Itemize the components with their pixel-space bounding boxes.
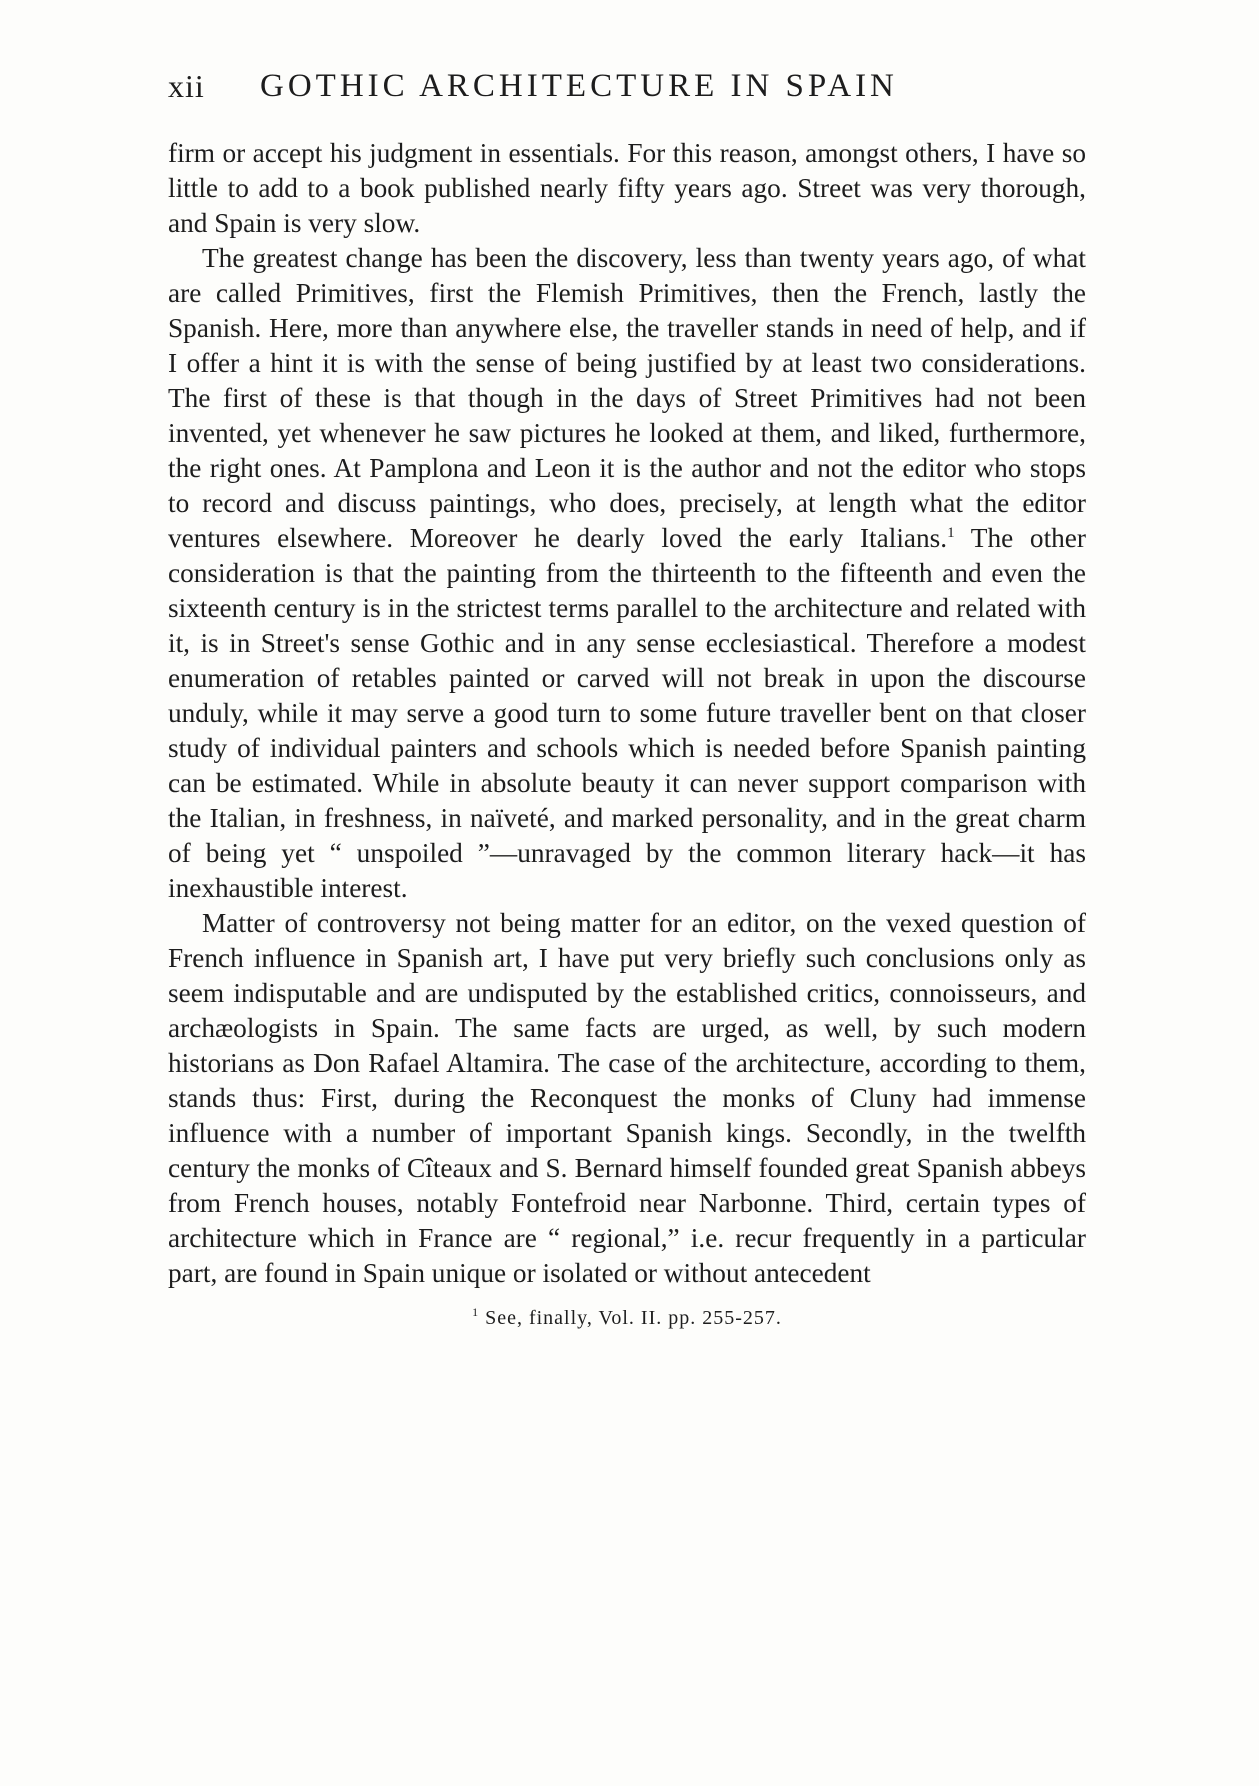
paragraph-2-part-2: The other consideration is that the painting from the thirteenth to the fifteenth and even the sixteenth century is in the strictest terms parallel to the architecture and related with it, is in Street's sense Gothic and in any sense ecclesiastical. Therefore a modest enumeration of retables painted or carved will not break in upon the discourse unduly, while it may serve a good turn to some future traveller bent on that closer study of individual painters and schools which is needed before Spanish painting can be estimated. While in absolute beauty it can never support comparison with the Italian, in freshness, in naïveté, and marked personality, and in the great charm of being yet “ unspoiled ”—unravaged by the common literary hack—it has inexhaustible interest.	[168, 523, 1087, 903]
running-title: GOTHIC ARCHITECTURE IN SPAIN	[260, 68, 898, 104]
running-head	[168, 62, 1086, 122]
footnote-reference: 1	[947, 524, 955, 541]
paragraph-2-part-1: The greatest change has been the discovery, less than twenty years ago, of what are called Primitives, first the Flemish Primitives, then the French, lastly the Spanish. Here, more than anywhere else, the traveller stands in need of help, and if I offer a hint it is with the sense of being justified by at least two considerations. The first of these is that though in the days of Street Primitives had not been invented, yet whenever he saw pictures he looked at them, and liked, furthermore, the right ones. At Pamplona and Leon it is the author and not the editor who stops to record and discuss paintings, who does, precisely, at length what the editor ventures elsewhere. Moreover he dearly loved the early Italians.	[168, 243, 1086, 553]
footnote-text: See, finally, Vol. II. pp. 255-257.	[485, 1307, 782, 1329]
page-number: xii	[168, 68, 205, 104]
paragraph-2	[168, 241, 1086, 906]
body-text	[168, 136, 1086, 1291]
paragraph-1: firm or accept his judgment in essentials. For this reason, amongst others, I have so little to add to a book published nearly fifty years ago. Street was very thorough, and Spain is very slow.	[168, 138, 1086, 238]
book-page	[168, 62, 1086, 1762]
footnote-mark: 1	[472, 1305, 480, 1320]
paragraph-3: Matter of controversy not being matter for an editor, on the vexed question of French influence in Spanish art, I have put very briefly such conclusions only as seem indisputable and are undisputed by the established critics, connoisseurs, and archæologists in Spain. The same facts are urged, as well, by such modern historians as Don Rafael Altamira. The case of the architecture, according to them, stands thus: First, during the Reconquest the monks of Cluny had immense influence with a number of important Spanish kings. Secondly, in the twelfth century the monks of Cîteaux and S. Bernard himself founded great Spanish abbeys from French houses, notably Fontefroid near Narbonne. Third, certain types of architecture which in France are “ regional,” i.e. recur frequently in a particular part, are found in Spain unique or isolated or without antecedent	[168, 908, 1086, 1288]
footnote	[168, 1307, 1086, 1330]
